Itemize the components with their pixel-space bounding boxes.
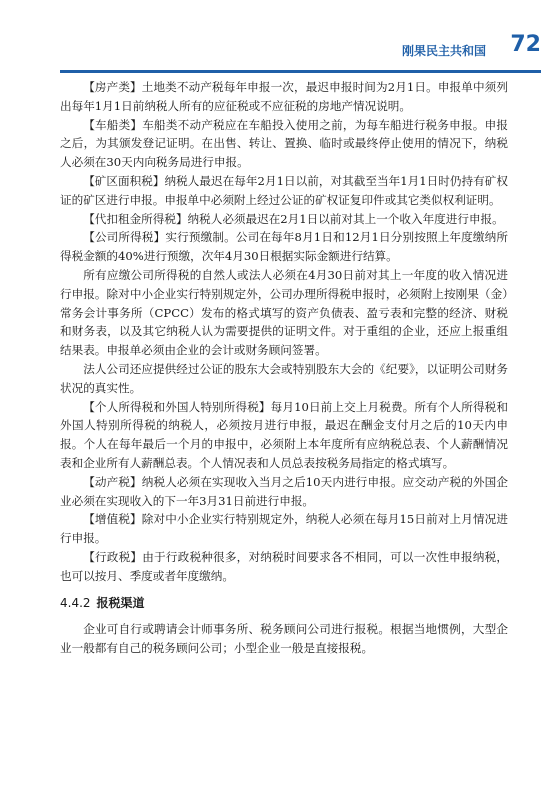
paragraph-property-tax: 【房产类】土地类不动产税每年申报一次，最迟申报时间为2月1日。申报单中须列出每年1月1日前纳税人所有的应征税或不应征税的房地产情况说明。 [60,80,508,113]
paragraph-filing-channels: 企业可自行或聘请会计师事务所、税务顾问公司进行报税。根据当地惯例，大型企业一般都有自己的税务顾问公司；小型企业一般是直接报税。 [60,622,508,656]
paragraph-income-declaration: 所有应缴公司所得税的自然人或法人必须在4月30日前对其上一年度的收入情况进行申报。除对中小企业实行特别规定外，公司办理所得税申报时，必须附上按刚果（金）常务会计事务所（CPCC）发布的格式填写的资产负债表、盈亏表和完整的经济、财税和财务表，以及其它纳税人认为需要提供的证明文件。对于重组的企业，还应上报重组结果表。申报单必须由企业的会计或财务顾问签署。 [60,267,508,358]
paragraph-personal-income-tax: 【个人所得税和外国人特别所得税】每月10日前上交上月税费。所有个人所得税和外国人特别所得税的纳税人，必须按月进行申报，最迟在酬金支付月之后的10天内申报。个人在每年最后一个月的申报中，必须附上本年度所有应纳税总表、个人薪酬情况表和企业所有人薪酬总表。个人情况表和人员总表按税务局指定的格式填写。 [60,399,508,470]
header-rule [60,70,541,73]
paragraph-shareholder-minutes: 法人公司还应提供经过公证的股东大会或特别股东大会的《纪要》，以证明公司财务状况的真实性。 [60,361,508,395]
section-title: 报税渠道 [96,595,145,610]
body-text [60,78,508,658]
running-title: 刚果民主共和国 [401,44,486,58]
paragraph-movable-property-tax: 【动产税】纳税人必须在实现收入当月之后10天内进行申报。应交动产税的外国企业必须在实现收入的下一年3月31日前进行申报。 [60,474,508,508]
section-number: 4.4.2 [60,595,91,610]
section-heading [60,594,508,613]
paragraph-administrative-tax: 【行政税】由于行政税种很多，对纳税时间要求各不相同，可以一次性申报纳税，也可以按月、季度或者年度缴纳。 [60,549,508,583]
paragraph-vat: 【增值税】除对中小企业实行特别规定外，纳税人必须在每月15日前对上月情况进行申报。 [60,512,508,546]
paragraph-vehicle-tax: 【车船类】车船类不动产税应在车船投入使用之前，为每车船进行税务申报。申报之后，为其颁发登记证明。在出售、转让、置换、临时或最终停止使用的情况下，纳税人必须在30天内向税务局进行申报。 [60,117,508,170]
running-header [60,30,541,70]
paragraph-corporate-income-tax: 【公司所得税】实行预缴制。公司在每年8月1日和12月1日分别按照上年度缴纳所得税金额的40%进行预缴，次年4月30日根据实际金额进行结算。 [60,230,508,264]
paragraph-rent-withholding-tax: 【代扣租金所得税】纳税人必须最迟在2月1日以前对其上一个收入年度进行申报。 [83,211,504,226]
paragraph-mining-area-tax: 【矿区面积税】纳税人最迟在每年2月1日以前，对其截至当年1月1日时仍持有矿权证的矿区进行申报。申报单中必须附上经过公证的矿权证复印件或其它类似权利证明。 [60,173,508,207]
page-number: 72 [510,32,541,57]
